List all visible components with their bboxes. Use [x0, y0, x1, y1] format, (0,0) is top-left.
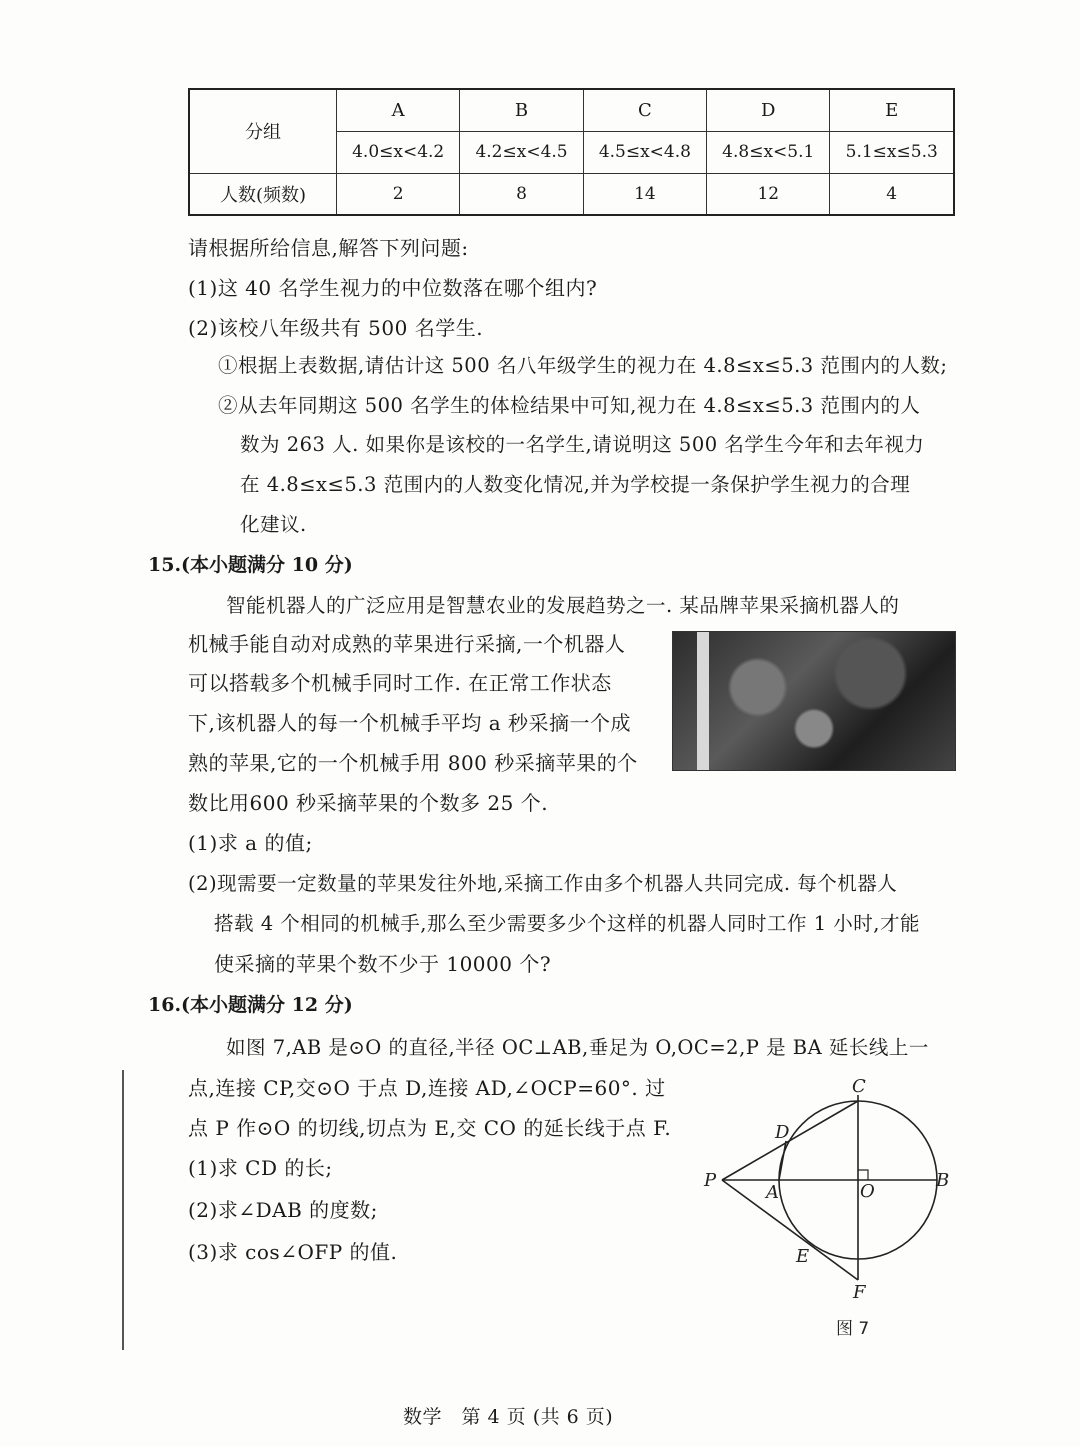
group-name-c: C — [583, 89, 706, 131]
label-d: D — [775, 1122, 790, 1143]
q16-part2: (2)求∠DAB 的度数; — [188, 1198, 378, 1222]
count-header: 人数(频数) — [189, 173, 337, 215]
group-header: 分组 — [189, 89, 337, 173]
q14-part1: (1)这 40 名学生视力的中位数落在哪个组内? — [188, 276, 598, 300]
q15-part2-line2: 搭载 4 个相同的机械手,那么至少需要多少个这样的机器人同时工作 1 小时,才能 — [214, 912, 921, 935]
group-range-d: 4.8≤x<5.1 — [707, 131, 830, 173]
q14-intro: 请根据所给信息,解答下列问题: — [188, 236, 469, 260]
q15-line5: 熟的苹果,它的一个机械手用 800 秒采摘苹果的个 — [188, 751, 638, 775]
group-name-b: B — [460, 89, 583, 131]
group-count-d: 12 — [707, 173, 830, 215]
q15-line4: 下,该机器人的每一个机械手平均 a 秒采摘一个成 — [188, 711, 631, 735]
group-name-a: A — [337, 89, 460, 131]
label-o: O — [860, 1181, 875, 1202]
q16-line2: 点,连接 CP,交⊙O 于点 D,连接 AD,∠OCP=60°. 过 — [188, 1076, 666, 1100]
q14-part2: (2)该校八年级共有 500 名学生. — [188, 316, 484, 340]
group-name-e: E — [830, 89, 954, 131]
line-pf — [722, 1180, 858, 1280]
group-count-e: 4 — [830, 173, 954, 215]
group-range-e: 5.1≤x≤5.3 — [830, 131, 954, 173]
label-a: A — [766, 1182, 779, 1203]
q15-part2-line1: (2)现需要一定数量的苹果发往外地,采摘工作由多个机器人共同完成. 每个机器人 — [188, 872, 898, 895]
q15-part2-line3: 使采摘的苹果个数不少于 10000 个? — [214, 952, 552, 976]
page-footer: 数学 第 4 页 (共 6 页) — [403, 1406, 614, 1428]
q16-title: 16.(本小题满分 12 分) — [148, 994, 353, 1016]
q16-line3: 点 P 作⊙O 的切线,切点为 E,交 CO 的延长线于点 F. — [188, 1116, 672, 1140]
right-angle-mark — [858, 1170, 868, 1180]
q14-part2b-line1: ②从去年同期这 500 名学生的体检结果中可知,视力在 4.8≤x≤5.3 范围内的人 — [218, 394, 921, 417]
group-count-b: 8 — [460, 173, 583, 215]
figure-caption: 图 7 — [836, 1319, 870, 1339]
q15-part1: (1)求 a 的值; — [188, 831, 313, 855]
q16-line1: 如图 7,AB 是⊙O 的直径,半径 OC⊥AB,垂足为 O,OC=2,P 是 BA 延长线上一 — [226, 1036, 929, 1059]
group-range-c: 4.5≤x<4.8 — [583, 131, 706, 173]
group-range-b: 4.2≤x<4.5 — [460, 131, 583, 173]
q14-part2b-line3: 在 4.8≤x≤5.3 范围内的人数变化情况,并为学校提一条保护学生视力的合理 — [240, 473, 911, 496]
group-name-d: D — [707, 89, 830, 131]
robot-pole — [697, 632, 709, 770]
label-c: C — [852, 1076, 866, 1097]
label-e: E — [796, 1246, 810, 1267]
q16-part3: (3)求 cos∠OFP 的值. — [188, 1240, 398, 1264]
q14-part2b-line4: 化建议. — [240, 513, 307, 536]
robot-apple-photo — [672, 631, 956, 771]
figure-7-geometry — [690, 1070, 970, 1350]
group-count-c: 14 — [583, 173, 706, 215]
group-count-a: 2 — [337, 173, 460, 215]
q14-part2a: ①根据上表数据,请估计这 500 名八年级学生的视力在 4.8≤x≤5.3 范围内的人数; — [218, 354, 948, 377]
label-p: P — [704, 1170, 717, 1191]
line-pc — [722, 1101, 858, 1180]
q15-title: 15.(本小题满分 10 分) — [148, 554, 353, 576]
q14-part2b-line2: 数为 263 人. 如果你是该校的一名学生,请说明这 500 名学生今年和去年视力 — [240, 433, 925, 456]
label-f: F — [853, 1282, 866, 1303]
q15-line2: 机械手能自动对成熟的苹果进行采摘,一个机器人 — [188, 632, 626, 656]
vision-table — [188, 88, 955, 216]
q16-part1: (1)求 CD 的长; — [188, 1156, 333, 1180]
q15-line6: 数比用600 秒采摘苹果的个数多 25 个. — [188, 791, 549, 815]
q15-line1: 智能机器人的广泛应用是智慧农业的发展趋势之一. 某品牌苹果采摘机器人的 — [226, 594, 900, 617]
q15-line3: 可以搭载多个机械手同时工作. 在正常工作状态 — [188, 671, 612, 695]
margin-binding-line — [122, 1070, 124, 1350]
group-range-a: 4.0≤x<4.2 — [337, 131, 460, 173]
label-b: B — [936, 1170, 950, 1191]
